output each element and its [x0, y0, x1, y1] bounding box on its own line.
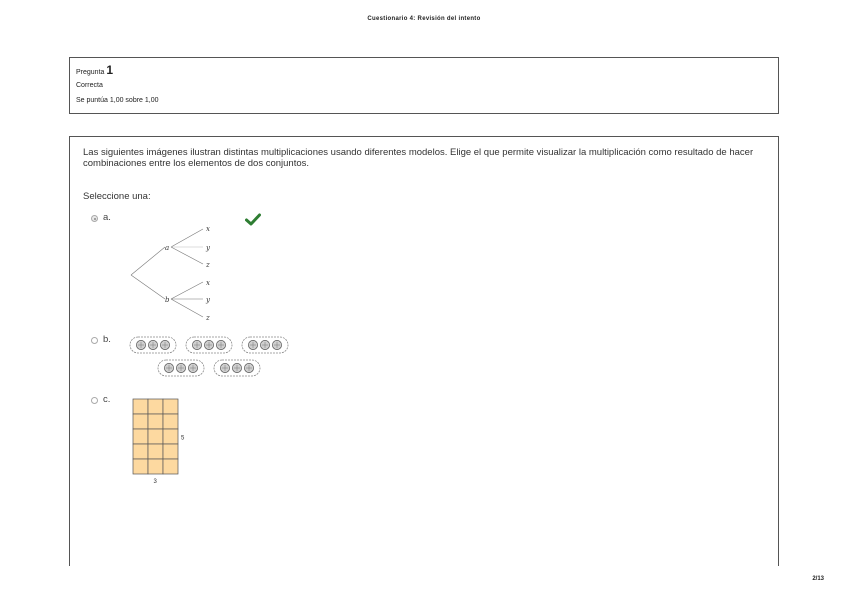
group — [158, 360, 204, 376]
grid-cell — [163, 459, 178, 474]
select-one-prompt: Seleccione una: — [83, 191, 151, 202]
group — [186, 337, 232, 353]
grid-cell — [133, 429, 148, 444]
option-c-letter: c. — [103, 394, 111, 405]
tree-root-b: b — [165, 296, 170, 304]
option-c-radio[interactable] — [91, 397, 98, 404]
tree-leaf-y: y — [206, 296, 210, 304]
grid-cell — [163, 429, 178, 444]
grid-row-label: 5 — [181, 435, 185, 442]
option-b-letter: b. — [103, 334, 111, 345]
group — [214, 360, 260, 376]
tree-root-a: a — [165, 244, 170, 252]
grid-cell — [133, 399, 148, 414]
group — [130, 337, 176, 353]
question-number-row — [76, 63, 772, 78]
correct-check-icon — [245, 213, 261, 226]
question-score: Se puntúa 1,00 sobre 1,00 — [76, 97, 159, 104]
grid-cell — [133, 414, 148, 429]
question-text: Las siguientes imágenes ilustran distintas multiplicaciones usando diferentes modelos. Elige el que permite visualizar la multiplicación como resultado de hacer combinaciones entre los elementos de dos conjuntos. — [83, 147, 754, 169]
option-b-radio[interactable] — [91, 337, 98, 344]
groups-diagram — [128, 335, 290, 383]
grid-col-label: 3 — [153, 479, 157, 485]
grid-cell — [133, 459, 148, 474]
grid-cell — [163, 399, 178, 414]
question-content — [69, 136, 779, 566]
tree-leaf-x: x — [206, 279, 210, 287]
tree-leaf-z: z — [206, 261, 210, 269]
tree-diagram — [125, 223, 220, 323]
question-number: 1 — [106, 63, 114, 77]
grid-cell — [148, 399, 163, 414]
option-a-radio[interactable] — [91, 215, 98, 222]
question-status: Correcta — [76, 82, 103, 89]
tree-leaf-y: y — [206, 244, 210, 252]
document-title: Cuestionario 4: Revisión del intento — [367, 16, 481, 22]
grid-cell — [163, 414, 178, 429]
option-a-letter: a. — [103, 212, 111, 223]
tree-leaf-x: x — [206, 225, 210, 233]
grid-cell — [148, 414, 163, 429]
grid-cell — [163, 444, 178, 459]
group — [242, 337, 288, 353]
grid-cell — [133, 444, 148, 459]
grid-cell — [148, 444, 163, 459]
page-number: 2/13 — [812, 576, 824, 582]
tree-leaf-z: z — [206, 314, 210, 322]
area-grid-diagram — [130, 390, 190, 486]
grid-cell — [148, 429, 163, 444]
question-info-box — [69, 57, 779, 114]
question-label: Pregunta — [76, 69, 105, 76]
grid-cell — [148, 459, 163, 474]
